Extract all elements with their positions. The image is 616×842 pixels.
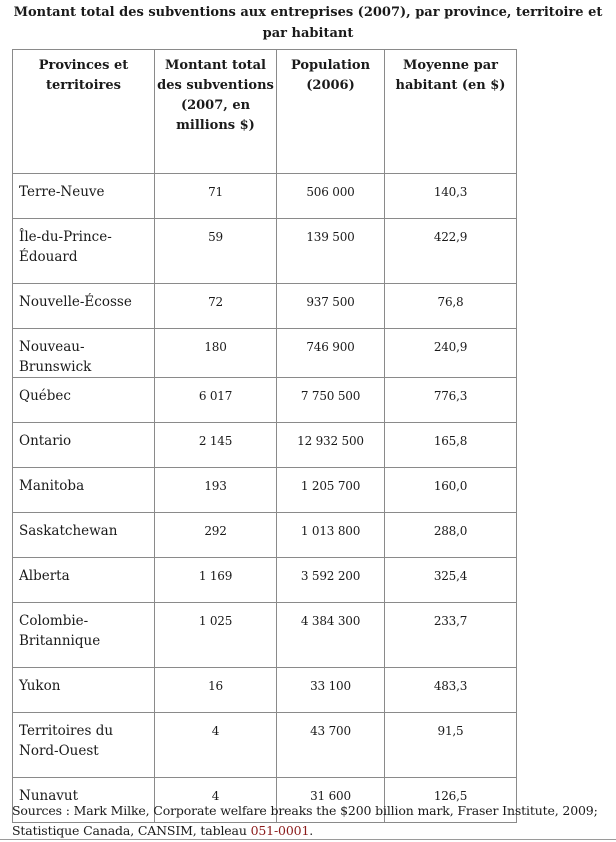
cell-province: Alberta [13, 558, 155, 603]
cell-montant: 292 [155, 513, 277, 558]
cell-population: 937 500 [277, 284, 385, 329]
cell-province: Nouveau-Brunswick [13, 329, 155, 378]
cell-population: 3 592 200 [277, 558, 385, 603]
table-row [13, 468, 517, 513]
cell-province: Saskatchewan [13, 513, 155, 558]
cell-population: 33 100 [277, 668, 385, 713]
cell-montant: 193 [155, 468, 277, 513]
cell-population: 31 600 [277, 778, 385, 823]
table-row [13, 284, 517, 329]
cell-province: Ontario [13, 423, 155, 468]
cell-moyenne: 140,3 [385, 174, 517, 219]
cell-population: 4 384 300 [277, 603, 385, 668]
table-row [13, 558, 517, 603]
cell-montant: 4 [155, 713, 277, 778]
header-province: Provinces et territoires [13, 50, 155, 174]
subsidies-table [12, 49, 517, 823]
cell-province: Yukon [13, 668, 155, 713]
sources-note [12, 801, 612, 841]
cell-moyenne: 288,0 [385, 513, 517, 558]
table-row [13, 423, 517, 468]
cell-province: Colombie-Britannique [13, 603, 155, 668]
header-population: Population (2006) [277, 50, 385, 174]
sources-text: Sources : Mark Milke, Corporate welfare breaks the $200 billion mark, Fraser Institute, 2009; Statistique Canada, CANSIM, tableau [12, 803, 598, 838]
cell-moyenne: 91,5 [385, 713, 517, 778]
cell-population: 1 205 700 [277, 468, 385, 513]
cell-province: Nouvelle-Écosse [13, 284, 155, 329]
bottom-divider [0, 839, 616, 840]
cell-montant: 4 [155, 778, 277, 823]
cell-population: 506 000 [277, 174, 385, 219]
table-row [13, 713, 517, 778]
cell-province: Île-du-Prince-Édouard [13, 219, 155, 284]
header-montant: Montant total des subventions (2007, en millions $) [155, 50, 277, 174]
cell-moyenne: 422,9 [385, 219, 517, 284]
cell-population: 12 932 500 [277, 423, 385, 468]
cell-montant: 59 [155, 219, 277, 284]
cell-province: Manitoba [13, 468, 155, 513]
cansim-table-link[interactable]: 051-0001 [250, 823, 310, 838]
cell-montant: 180 [155, 329, 277, 378]
cell-population: 746 900 [277, 329, 385, 378]
cell-province: Territoires du Nord-Ouest [13, 713, 155, 778]
cell-montant: 71 [155, 174, 277, 219]
table-row [13, 513, 517, 558]
cell-province: Terre-Neuve [13, 174, 155, 219]
cell-moyenne: 240,9 [385, 329, 517, 378]
table-row [13, 219, 517, 284]
cell-moyenne: 233,7 [385, 603, 517, 668]
table-row [13, 378, 517, 423]
cell-moyenne: 76,8 [385, 284, 517, 329]
cell-province: Nunavut [13, 778, 155, 823]
cell-moyenne: 325,4 [385, 558, 517, 603]
sources-end: . [309, 823, 314, 838]
header-row [13, 50, 517, 174]
table-row [13, 174, 517, 219]
cell-moyenne: 126,5 [385, 778, 517, 823]
cell-moyenne: 776,3 [385, 378, 517, 423]
cell-population: 43 700 [277, 713, 385, 778]
cell-montant: 1 169 [155, 558, 277, 603]
cell-moyenne: 160,0 [385, 468, 517, 513]
cell-montant: 2 145 [155, 423, 277, 468]
header-moyenne: Moyenne par habitant (en $) [385, 50, 517, 174]
table-caption: Montant total des subventions aux entreprises (2007), par province, territoire et par habitant [13, 5, 603, 41]
table-row [13, 668, 517, 713]
cell-moyenne: 165,8 [385, 423, 517, 468]
cell-montant: 6 017 [155, 378, 277, 423]
cell-population: 1 013 800 [277, 513, 385, 558]
cell-province: Québec [13, 378, 155, 423]
cell-moyenne: 483,3 [385, 668, 517, 713]
cell-montant: 72 [155, 284, 277, 329]
cell-population: 139 500 [277, 219, 385, 284]
cell-montant: 1 025 [155, 603, 277, 668]
table-row [13, 329, 517, 378]
cell-population: 7 750 500 [277, 378, 385, 423]
cell-montant: 16 [155, 668, 277, 713]
table-row [13, 603, 517, 668]
